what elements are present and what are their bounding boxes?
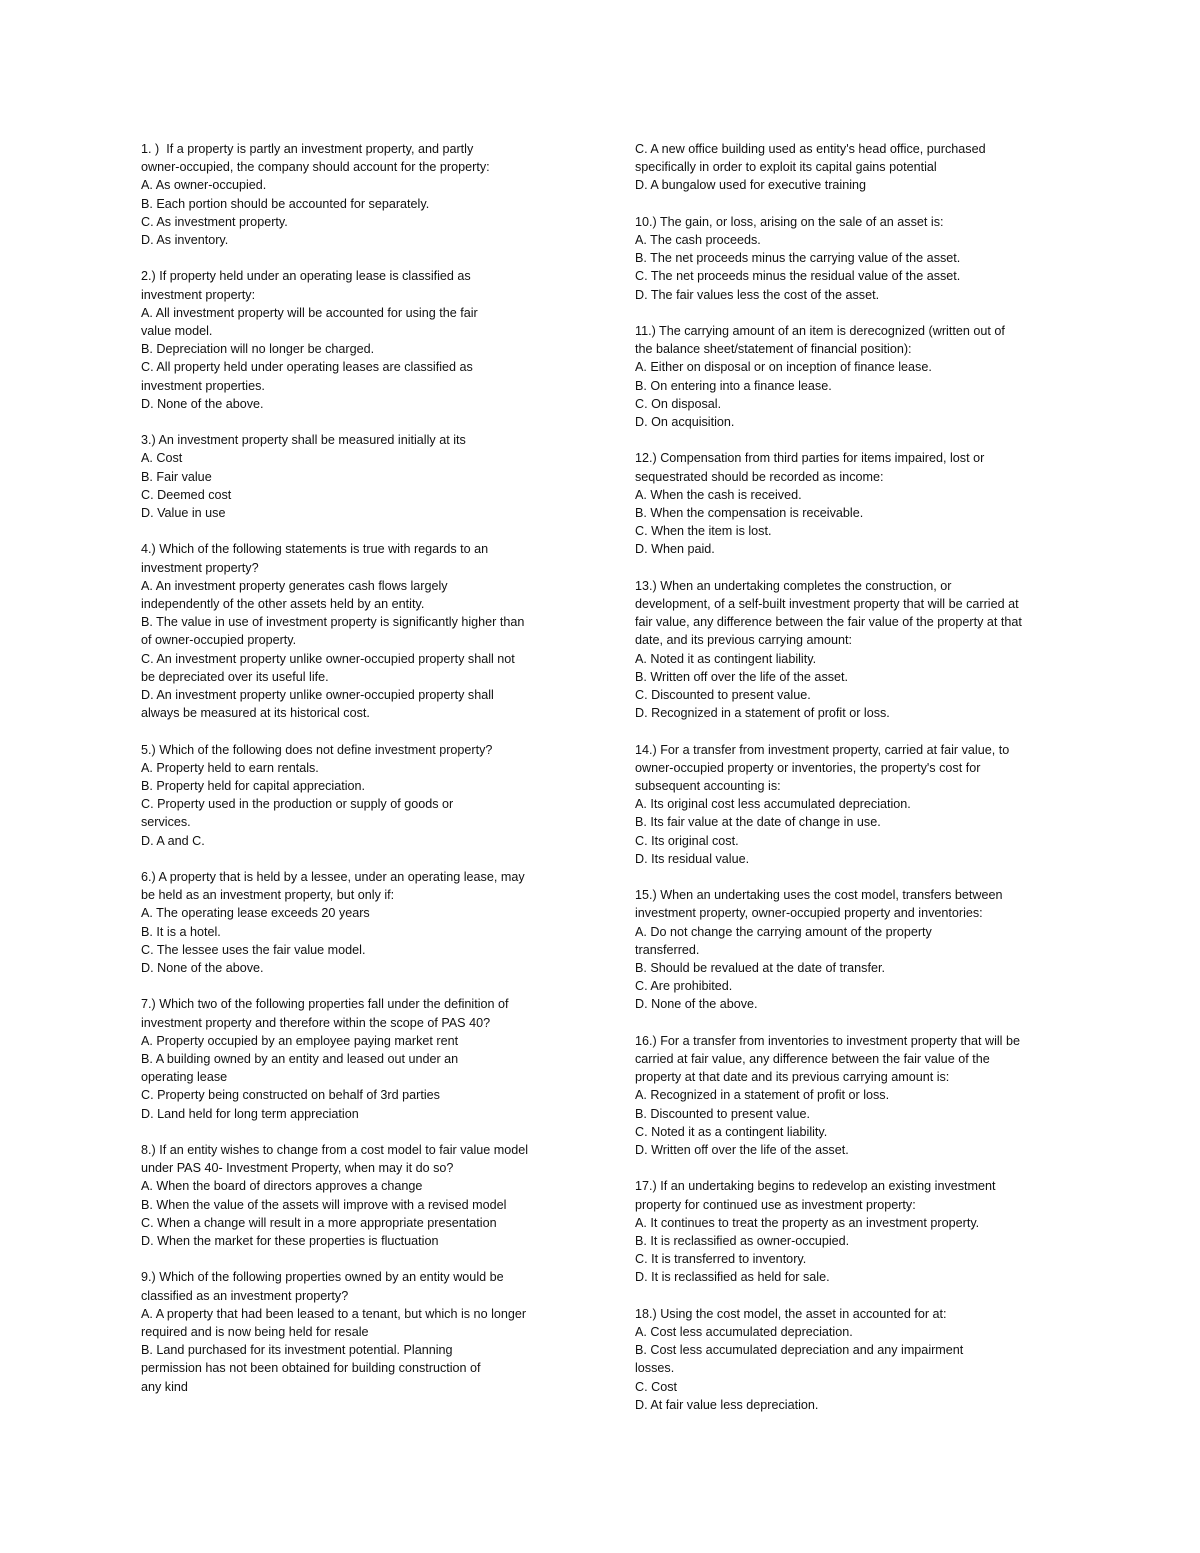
text-line: A. A property that had been leased to a tenant, but which is no longer [141,1306,527,1321]
text-line: 1. ) If a property is partly an investment property, and partly [141,142,474,156]
text-line: 14.) For a transfer from investment property, carried at fair value, to [635,742,1010,757]
text-line: B. Should be revalued at the date of transfer. [635,961,885,976]
text-line: C. Property being constructed on behalf of 3rd parties [141,1088,440,1103]
question-block [141,1268,571,1395]
text-line: development, of a self-built investment property that will be carried at [635,597,1019,612]
question-block [635,1305,1067,1414]
text-line: A. Cost [141,451,183,466]
text-line: A. Noted it as contingent liability. [635,651,817,666]
text-line: D. Land held for long term appreciation [141,1106,359,1121]
text-line: D. An investment property unlike owner-occupied property shall [141,688,494,703]
question-block [141,140,571,249]
text-line: D. The fair values less the cost of the asset. [635,287,880,302]
text-line: 8.) If an entity wishes to change from a cost model to fair value model [141,1143,529,1158]
text-line: owner-occupied property or inventories, the property's cost for [635,760,981,775]
text-line: A. The operating lease exceeds 20 years [141,906,370,921]
question-block [635,1032,1067,1159]
text-line: 10.) The gain, or loss, arising on the sale of an asset is: [635,214,944,229]
text-line: A. Its original cost less accumulated depreciation. [635,797,911,812]
text-line: C. A new office building used as entity's head office, purchased [635,142,986,156]
question-block [141,267,571,413]
text-line: the balance sheet/statement of financial position): [635,342,912,357]
text-line: B. Depreciation will no longer be charged. [141,342,375,357]
text-line: C. All property held under operating leases are classified as [141,360,473,375]
text-line: D. Written off over the life of the asset. [635,1143,849,1158]
text-line: investment property and therefore within the scope of PAS 40? [141,1015,491,1030]
question-block [141,995,571,1122]
text-line: C. Are prohibited. [635,979,733,994]
text-line: 11.) The carrying amount of an item is derecognized (written out of [635,324,1005,338]
text-line: D. Its residual value. [635,851,750,866]
text-line: D. It is reclassified as held for sale. [635,1270,830,1285]
text-line: B. Land purchased for its investment potential. Planning [141,1343,453,1358]
text-line: investment property: [141,287,256,302]
text-line: operating lease [141,1070,228,1085]
right-column [635,140,1067,1432]
question-block [141,868,571,977]
text-line: under PAS 40- Investment Property, when may it do so? [141,1161,454,1176]
text-line: 15.) When an undertaking uses the cost model, transfers between [635,888,1003,903]
text-line: transferred. [635,942,700,957]
text-line: D. A bungalow used for executive training [635,178,867,193]
text-line: C. Noted it as a contingent liability. [635,1124,828,1139]
text-line: A. Cost less accumulated depreciation. [635,1325,853,1340]
text-line: C. On disposal. [635,396,722,411]
text-line: C. When the item is lost. [635,524,772,539]
question-block [635,1177,1067,1286]
text-line: C. As investment property. [141,214,288,229]
text-line: D. On acquisition. [635,415,735,430]
text-line: B. Property held for capital appreciation. [141,779,366,794]
text-line: D. None of the above. [635,997,758,1012]
left-column [141,140,571,1414]
text-line: always be measured at its historical cost. [141,706,370,721]
text-line: A. The cash proceeds. [635,233,761,247]
text-line: 3.) An investment property shall be measured initially at its [141,433,466,448]
text-line: B. Each portion should be accounted for separately. [141,196,430,211]
text-line: A. Do not change the carrying amount of the property [635,924,932,939]
text-line: fair value, any difference between the fair value of the property at that [635,615,1022,630]
text-line: B. The value in use of investment property is significantly higher than [141,615,525,630]
text-line: 12.) Compensation from third parties for items impaired, lost or [635,451,985,466]
text-line: A. Either on disposal or on inception of finance lease. [635,360,932,375]
text-line: independently of the other assets held by an entity. [141,597,425,612]
text-line: D. None of the above. [141,396,264,411]
text-line: C. Cost [635,1379,677,1394]
text-line: property for continued use as investment property: [635,1197,916,1212]
text-line: C. When a change will result in a more appropriate presentation [141,1215,497,1230]
text-line: C. An investment property unlike owner-occupied property shall not [141,651,515,666]
text-line: investment property? [141,560,259,575]
text-line: C. The lessee uses the fair value model. [141,942,366,957]
text-line: any kind [141,1379,188,1394]
text-line: 9.) Which of the following properties owned by an entity would be [141,1270,504,1285]
text-line: B. Fair value [141,469,212,484]
text-line: 4.) Which of the following statements is true with regards to an [141,542,489,557]
text-line: sequestrated should be recorded as income: [635,469,884,484]
text-line: A. It continues to treat the property as an investment property. [635,1215,980,1230]
text-line: D. When the market for these properties is fluctuation [141,1234,439,1249]
text-line: A. Property held to earn rentals. [141,760,319,775]
text-line: carried at fair value, any difference between the fair value of the [635,1052,990,1067]
text-line: losses. [635,1361,675,1376]
text-line: C. Property used in the production or supply of goods or [141,797,454,812]
text-line: B. The net proceeds minus the carrying value of the asset. [635,251,961,266]
question-block [635,577,1067,723]
question-block [635,213,1067,304]
question-block [141,431,571,522]
text-line: D. A and C. [141,833,205,848]
text-line: B. Its fair value at the date of change in use. [635,815,881,830]
text-line: B. It is reclassified as owner-occupied. [635,1234,850,1249]
text-line: B. When the value of the assets will improve with a revised model [141,1197,507,1212]
text-line: be depreciated over its useful life. [141,669,329,684]
text-line: C. Deemed cost [141,487,232,502]
text-line: 6.) A property that is held by a lessee, under an operating lease, may [141,870,525,885]
text-line: 17.) If an undertaking begins to redevelop an existing investment [635,1179,996,1194]
text-line: services. [141,815,191,830]
text-line: D. When paid. [635,542,715,557]
text-line: D. Recognized in a statement of profit or loss. [635,706,890,721]
text-line: A. All investment property will be accounted for using the fair [141,305,478,320]
question-block [141,540,571,722]
text-line: investment properties. [141,378,265,393]
text-line: B. A building owned by an entity and leased out under an [141,1052,459,1067]
text-line: classified as an investment property? [141,1288,349,1303]
text-line: D. None of the above. [141,961,264,976]
text-line: of owner-occupied property. [141,633,297,648]
text-line: owner-occupied, the company should account for the property: [141,160,490,175]
text-line: property at that date and its previous carrying amount is: [635,1070,950,1085]
text-line: B. Discounted to present value. [635,1106,811,1121]
text-line: A. When the board of directors approves a change [141,1179,423,1194]
question-block [635,449,1067,558]
text-line: 5.) Which of the following does not define investment property? [141,742,493,757]
text-line: 16.) For a transfer from inventories to investment property that will be [635,1033,1020,1048]
text-line: C. The net proceeds minus the residual value of the asset. [635,269,961,284]
text-line: B. It is a hotel. [141,924,221,939]
text-line: value model. [141,324,213,339]
text-line: C. Its original cost. [635,833,739,848]
text-line: specifically in order to exploit its capital gains potential [635,160,937,175]
text-line: D. As inventory. [141,233,229,248]
text-line: A. When the cash is received. [635,487,802,502]
text-line: be held as an investment property, but only if: [141,888,395,903]
text-line: B. Written off over the life of the asset. [635,669,849,684]
text-line: C. It is transferred to inventory. [635,1252,807,1267]
text-line: 7.) Which two of the following properties fall under the definition of [141,997,509,1012]
text-line: A. As owner-occupied. [141,178,267,193]
text-line: B. Cost less accumulated depreciation and any impairment [635,1343,964,1358]
question-block [141,1141,571,1250]
question-block [635,322,1067,431]
text-line: A. Property occupied by an employee paying market rent [141,1033,459,1048]
text-line: D. Value in use [141,506,226,521]
text-line: 2.) If property held under an operating lease is classified as [141,269,471,284]
question-block [635,741,1067,868]
text-line: D. At fair value less depreciation. [635,1397,819,1412]
text-line: date, and its previous carrying amount: [635,633,853,648]
text-line: C. Discounted to present value. [635,688,811,703]
text-line: 13.) When an undertaking completes the construction, or [635,578,952,593]
text-line: 18.) Using the cost model, the asset in accounted for at: [635,1306,947,1321]
question-block [635,886,1067,1013]
text-line: B. When the compensation is receivable. [635,506,864,521]
text-line: required and is now being held for resale [141,1325,369,1340]
text-line: A. Recognized in a statement of profit or loss. [635,1088,890,1103]
text-line: B. On entering into a finance lease. [635,378,832,393]
question-block [141,741,571,850]
text-line: permission has not been obtained for building construction of [141,1361,481,1376]
question-block [635,140,1067,195]
text-line: subsequent accounting is: [635,779,781,794]
text-line: A. An investment property generates cash flows largely [141,578,448,593]
text-line: investment property, owner-occupied property and inventories: [635,906,983,921]
